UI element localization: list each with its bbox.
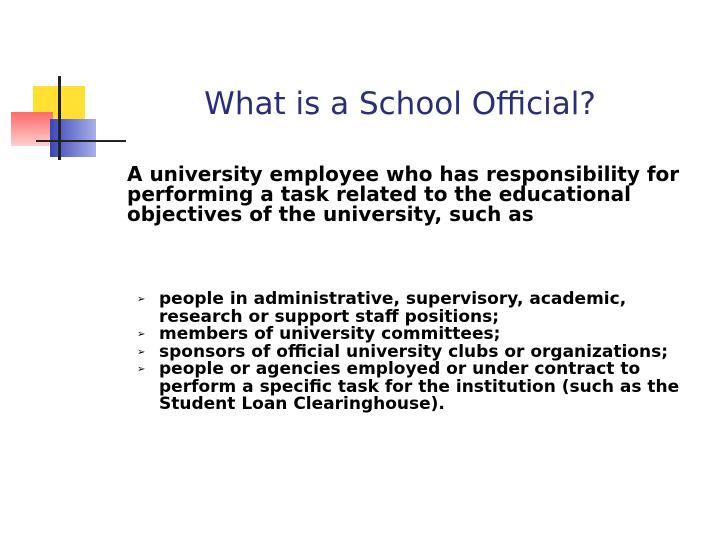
- decor-vertical-line: [58, 76, 61, 160]
- intro-text: A university employee who has responsibility for performing a task related to the educational objectives of the university, such as: [127, 162, 680, 226]
- arrow-bullet-icon: ➢: [137, 364, 146, 375]
- arrow-bullet-icon: ➢: [137, 346, 146, 358]
- decor-horizontal-line: [36, 140, 126, 142]
- arrow-bullet-icon: ➢: [137, 329, 146, 340]
- arrow-bullet-icon: ➢: [137, 294, 146, 305]
- bullet-text: members of university committees;: [159, 324, 501, 344]
- bullet-item: [137, 291, 707, 326]
- slide-title: What is a School Official?: [204, 86, 596, 122]
- decor-blue-square: [50, 119, 96, 157]
- bullet-text: people in administrative, supervisory, academic, research or support staff positions;: [159, 289, 627, 327]
- bullet-text: people or agencies employed or under contract to perform a specific task for the institution (such as the Student Loan Clearinghouse).: [159, 359, 680, 414]
- bullet-item: [137, 361, 707, 414]
- bullet-list: [137, 291, 707, 414]
- bullet-text: sponsors of official university clubs or organizations;: [159, 341, 668, 362]
